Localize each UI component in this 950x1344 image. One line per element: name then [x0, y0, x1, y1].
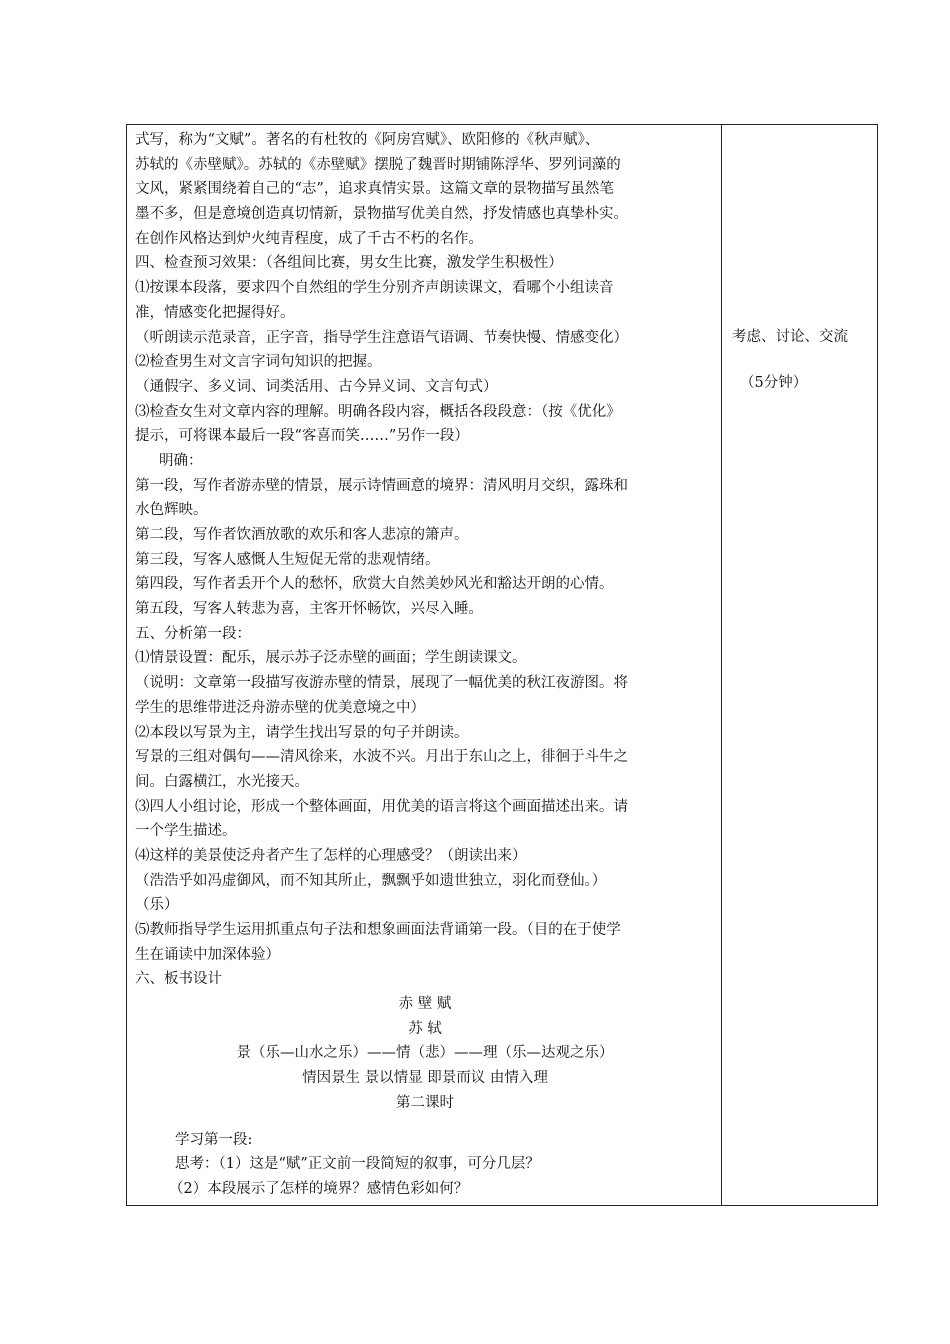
spacer: [135, 1116, 715, 1128]
section-heading: 四、检查预习效果：（各组间比赛，男女生比赛，激发学生积极性）: [135, 255, 563, 272]
text-line: （听朗读示范录音，正字音，指导学生注意语气语调、节奏快慢、情感变化）: [135, 329, 628, 346]
text-line: 思考：（1）这是“赋”正文前一段简短的叙事，可分几层？: [175, 1156, 540, 1173]
text-line: 提示，可将课本最后一段“客喜而笑……”另作一段）: [135, 428, 469, 445]
text-line: （2）本段展示了怎样的境界？感情色彩如何？: [169, 1180, 469, 1197]
text-line: ⑵本段以写景为主，请学生找出写景的句子并朗读。: [135, 724, 469, 741]
text-line: 在创作风格达到炉火纯青程度，成了千古不朽的名作。: [135, 230, 483, 247]
text-line: 式写，称为“文赋”。著名的有杜牧的《阿房宫赋》、欧阳修的《秋声赋》、: [135, 132, 600, 148]
text-line: 明确：: [159, 452, 203, 469]
text-line: （乐）: [135, 897, 179, 914]
text-line: 第一段，写作者游赤壁的情景，展示诗情画意的境界：清风明月交织，露珠和: [135, 477, 628, 494]
text-line: ⑴按课本段落，要求四个自然组的学生分别齐声朗读课文，看哪个小组读音: [135, 280, 614, 297]
board-line: 情因景生 景以情显 即景而议 由情入理: [302, 1070, 548, 1087]
text-line: 一个学生描述。: [135, 823, 237, 840]
text-line: 准，情感变化把握得好。: [135, 304, 295, 321]
text-line: ⑸教师指导学生运用抓重点句子法和想象画面法背诵第一段。（目的在于使学: [135, 922, 621, 938]
text-line: （通假字、多义词、词类活用、古今异义词、文言句式）: [135, 378, 498, 395]
text-line: ⑶四人小组讨论，形成一个整体画面，用优美的语言将这个画面描述出来。请: [135, 798, 628, 815]
section-heading: 五、分析第一段：: [135, 625, 251, 642]
activity-note: 考虑、讨论、交流: [732, 329, 848, 345]
text-line: ⑷这样的美景使泛舟者产生了怎样的心理感受？（朗读出来）: [135, 847, 527, 864]
text-line: 第四段，写作者丢开个人的愁怀，欣赏大自然美妙风光和豁达开朗的心情。: [135, 576, 614, 593]
text-line: ⑴情景设置：配乐，展示苏子泛赤壁的画面；学生朗读课文。: [135, 650, 527, 667]
text-line: ⑵检查男生对文言字词句知识的把握。: [135, 354, 382, 371]
board-author: 苏 轼: [408, 1020, 442, 1037]
text-line: （说明：文章第一段描写夜游赤壁的情景，展现了一幅优美的秋江夜游图。将: [135, 675, 628, 692]
section-heading: 六、板书设计: [135, 971, 222, 988]
text-line: 墨不多，但是意境创造真切情新，景物描写优美自然，抒发情感也真挚朴实。: [135, 206, 628, 223]
text-line: 学生的思维带进泛舟游赤壁的优美意境之中）: [135, 699, 425, 716]
text-line: 写景的三组对偶句——清风徐来，水波不兴。月出于东山之上，徘徊于斗牛之: [135, 749, 628, 766]
text-line: 间。白露横江，水光接天。: [135, 773, 309, 790]
text-line: 苏轼的《赤壁赋》。苏轼的《赤壁赋》摆脱了魏晋时期铺陈浮华、罗列词藻的: [135, 156, 621, 173]
text-line: 生在诵读中加深体验）: [135, 946, 280, 963]
text-line: ⑶检查女生对文章内容的理解。明确各段内容，概括各段段意：（按《优化》: [135, 403, 621, 420]
lesson-content-column: [135, 128, 715, 1202]
text-line: 第五段，写客人转悲为喜，主客开怀畅饮，兴尽入睡。: [135, 601, 483, 618]
board-title: 赤 壁 赋: [398, 996, 452, 1013]
text-line: 水色辉映。: [135, 502, 208, 519]
board-line: 景（乐—山水之乐）——情（悲）——理（乐—达观之乐）: [236, 1045, 614, 1062]
column-divider: [721, 124, 722, 1206]
text-line: 文风，紧紧围绕着自己的“志”，追求真情实景。这篇文章的景物描写虽然笔: [135, 181, 614, 198]
text-line: （浩浩乎如冯虚御风，而不知其所止，飘飘乎如遗世独立，羽化而登仙。）: [135, 872, 607, 889]
text-line: 第三段，写客人感慨人生短促无常的悲观情绪。: [135, 551, 440, 568]
lesson-heading: 第二课时: [396, 1094, 454, 1111]
text-line: 学习第一段:: [175, 1131, 253, 1148]
time-note: （5分钟）: [740, 375, 808, 391]
text-line: 第二段，写作者饮酒放歌的欢乐和客人悲凉的箫声。: [135, 527, 469, 543]
